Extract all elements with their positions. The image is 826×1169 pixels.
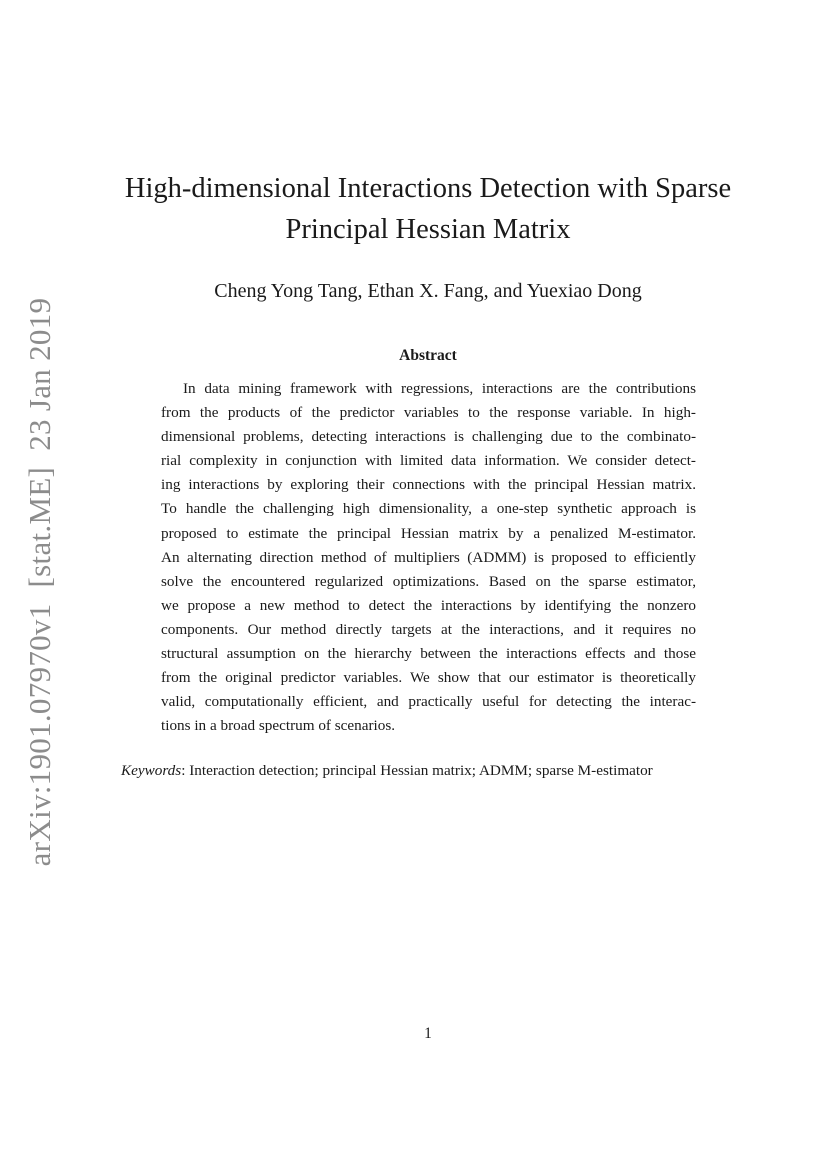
abstract-line: components. Our method directly targets at the interactions, and it requires no <box>161 620 696 638</box>
abstract-line: In data mining framework with regressions, interactions are the contributions <box>183 380 696 397</box>
abstract-line: proposed to estimate the principal Hessian matrix by a penalized M-estimator. <box>161 524 696 542</box>
abstract-body <box>161 377 696 738</box>
keywords <box>121 760 721 782</box>
abstract-line: An alternating direction method of multipliers (ADMM) is proposed to efficiently <box>161 548 696 566</box>
abstract-line: from the products of the predictor variables to the response variable. In high- <box>161 404 696 422</box>
author-list: Cheng Yong Tang, Ethan X. Fang, and Yuexiao Dong <box>214 280 642 302</box>
abstract-line: rial complexity in conjunction with limited data information. We consider detect- <box>161 452 696 470</box>
arxiv-date: 23 Jan 2019 <box>22 297 57 451</box>
keywords-separator: : <box>181 762 186 779</box>
abstract-line: To handle the challenging high dimensionality, a one-step synthetic approach is <box>161 500 696 518</box>
abstract-line: from the original predictor variables. We show that our estimator is theoretically <box>161 669 696 687</box>
abstract-line: we propose a new method to detect the interactions by identifying the nonzero <box>161 596 696 614</box>
abstract-line: dimensional problems, detecting interactions is challenging due to the combinato- <box>161 428 696 446</box>
keywords-text: Interaction detection; principal Hessian matrix; ADMM; sparse M-estimator <box>189 762 653 779</box>
abstract-line: tions in a broad spectrum of scenarios. <box>161 717 396 735</box>
abstract-line: solve the encountered regularized optimizations. Based on the sparse estimator, <box>161 572 696 590</box>
arxiv-identifier: arXiv:1901.07970v1 <box>22 603 57 867</box>
abstract-line: ing interactions by exploring their connections with the principal Hessian matrix. <box>161 476 696 494</box>
abstract-line: structural assumption on the hierarchy between the interactions effects and those <box>161 645 696 663</box>
paper-title <box>100 168 756 250</box>
arxiv-category: [stat.ME] <box>22 466 57 588</box>
abstract-line: valid, computationally efficient, and practically useful for detecting the interac- <box>161 693 696 711</box>
page-number: 1 <box>424 1025 432 1042</box>
keywords-label: Keywords <box>121 762 182 779</box>
abstract-heading: Abstract <box>399 347 457 364</box>
title-line: Principal Hessian Matrix <box>285 214 571 245</box>
arxiv-sidebar-stamp <box>22 298 58 867</box>
title-line: High-dimensional Interactions Detection with Sparse <box>124 173 732 204</box>
